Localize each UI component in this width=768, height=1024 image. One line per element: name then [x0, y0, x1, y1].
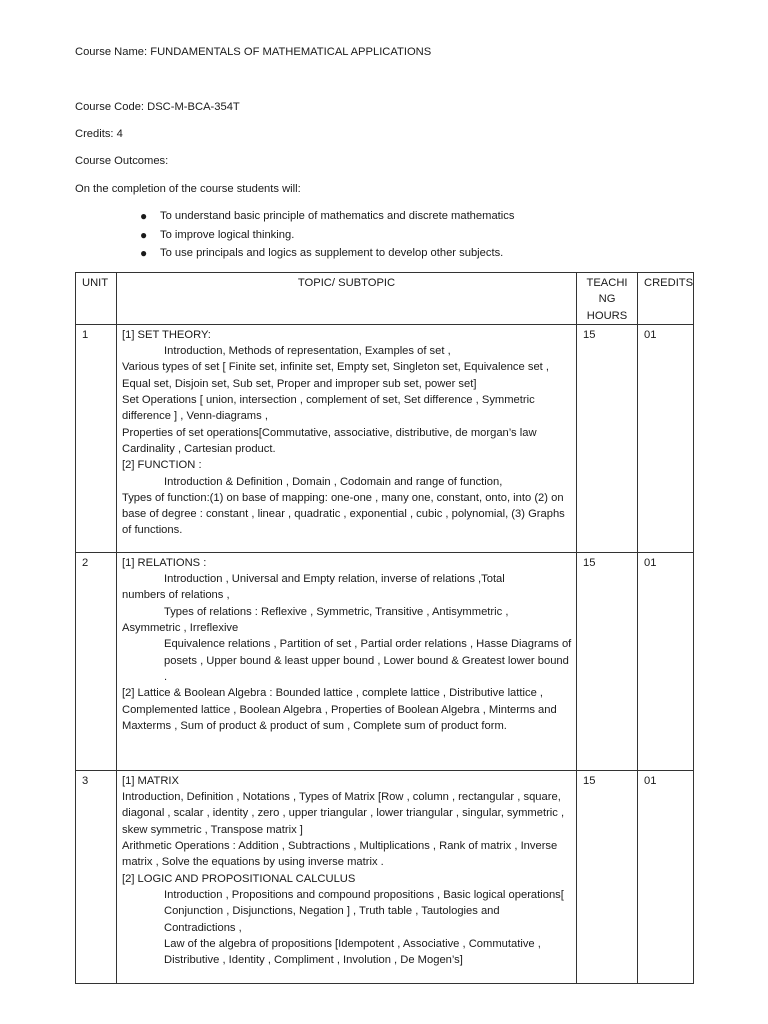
unit-number: 1: [76, 324, 117, 552]
topic-line: [1] MATRIX: [122, 774, 179, 787]
table-row: [76, 770, 694, 983]
header-hours-line: TEACHI: [586, 277, 628, 289]
syllabus-table: [75, 272, 694, 984]
outcome-item: [140, 244, 514, 263]
outcome-item: [140, 226, 514, 245]
topic-cell: [117, 770, 577, 983]
topic-line: Arithmetic Operations : Addition , Subtractions , Multiplications , Rank of matrix , Inverse matrix , Solve the equations by using inverse matrix .: [122, 840, 558, 869]
topic-line: Introduction, Methods of representation, Examples of set ,: [164, 345, 451, 358]
outcome-text: To improve logical thinking.: [160, 228, 295, 241]
credits-value: 01: [638, 324, 694, 552]
credits-value: 01: [638, 552, 694, 770]
topic-line: Types of function:(1) on base of mapping: one-one , many one, constant, onto, into (2) on base of degree : constant , linear , quadratic , exponential , cubic , polynomial, (3) Graphs of functions.: [122, 491, 565, 537]
table-row: [76, 324, 694, 552]
unit-number: 3: [76, 770, 117, 983]
topic-cell: [117, 324, 577, 552]
topic-line: Properties of set operations[Commutative, associative, distributive, de morgan’s law Cardinality , Cartesian product.: [122, 426, 537, 455]
bullet-icon: ●: [140, 246, 148, 261]
teaching-hours: 15: [577, 770, 638, 983]
topic-line: numbers of relations ,: [122, 589, 230, 602]
bullet-icon: ●: [140, 227, 148, 242]
unit-number: 2: [76, 552, 117, 770]
table-header-row: [76, 273, 694, 325]
table-row: [76, 552, 694, 770]
topic-line: Introduction, Definition , Notations , Types of Matrix [Row , column , rectangular , square, diagonal , scalar , identity , zero , upper triangular , lower triangular , singular, symmetric , skew symmetric , Transpose matrix ]: [122, 791, 565, 836]
topic-line: Various types of set [ Finite set, infinite set, Empty set, Singleton set, Equivalence set , Equal set, Disjoin set, Sub set, Proper and improper sub set, power set]: [122, 361, 549, 390]
topic-line: [2] Lattice & Boolean Algebra : Bounded lattice , complete lattice , Distributive lattice , Complemented lattice , Boolean Algebra , Properties of Boolean Algebra , Minterms and Maxterms , Sum of product & product of sum , Complete sum of product form.: [122, 687, 557, 732]
bullet-icon: ●: [140, 209, 148, 223]
header-unit: UNIT: [76, 273, 117, 325]
topic-cell: [117, 552, 577, 770]
header-hours-line: HOURS: [586, 309, 628, 322]
header-hours-line: NG: [598, 293, 616, 306]
course-credits: Credits: 4: [75, 128, 123, 140]
outcome-item: [140, 207, 514, 226]
topic-line: [1] SET THEORY:: [122, 328, 211, 341]
header-teaching-hours: [577, 273, 638, 325]
credits-value: 01: [638, 770, 694, 983]
header-credits: CREDITS: [638, 273, 694, 325]
topic-line: Introduction , Universal and Empty relation, inverse of relations ,Total: [164, 573, 505, 586]
course-outcomes-heading: Course Outcomes:: [75, 155, 169, 167]
course-name: Course Name: FUNDAMENTALS OF MATHEMATICAL APPLICATIONS: [75, 46, 432, 58]
topic-line: [1] RELATIONS :: [122, 556, 207, 569]
topic-line: [2] FUNCTION :: [122, 459, 202, 472]
completion-line: On the completion of the course students will:: [75, 183, 301, 195]
course-code: Course Code: DSC-M-BCA-354T: [75, 101, 240, 113]
topic-line: Set Operations [ union, intersection , complement of set, Set difference , Symmetric difference ] , Venn-diagrams ,: [122, 394, 535, 423]
teaching-hours: 15: [577, 324, 638, 552]
topic-line: [2] LOGIC AND PROPOSITIONAL CALCULUS: [122, 872, 356, 885]
topic-line: Types of relations : Reflexive , Symmetric, Transitive , Antisymmetric ,: [164, 605, 509, 618]
topic-line: Introduction & Definition , Domain , Codomain and range of function,: [164, 475, 503, 488]
topic-line: Introduction , Propositions and compound propositions , Basic logical operations[ Conjunction , Disjunctions, Negation ] , Truth table , Tautologies and Contradictions ,: [164, 888, 564, 934]
topic-line: Law of the algebra of propositions [Idempotent , Associative , Commutative , Distributive , Identity , Compliment , Involution , De Mogen’s]: [164, 937, 541, 967]
outcome-text: To understand basic principle of mathematics and discrete mathematics: [160, 210, 515, 222]
topic-line: Asymmetric , Irreflexive: [122, 622, 239, 635]
header-topic: TOPIC/ SUBTOPIC: [117, 273, 577, 325]
outcomes-list: [140, 207, 514, 263]
outcome-text: To use principals and logics as supplement to develop other subjects.: [160, 247, 504, 260]
teaching-hours: 15: [577, 552, 638, 770]
topic-line: Equivalence relations , Partition of set , Partial order relations , Hasse Diagrams of posets , Upper bound & least upper bound , Lower bound & Greatest lower bound .: [164, 638, 572, 683]
